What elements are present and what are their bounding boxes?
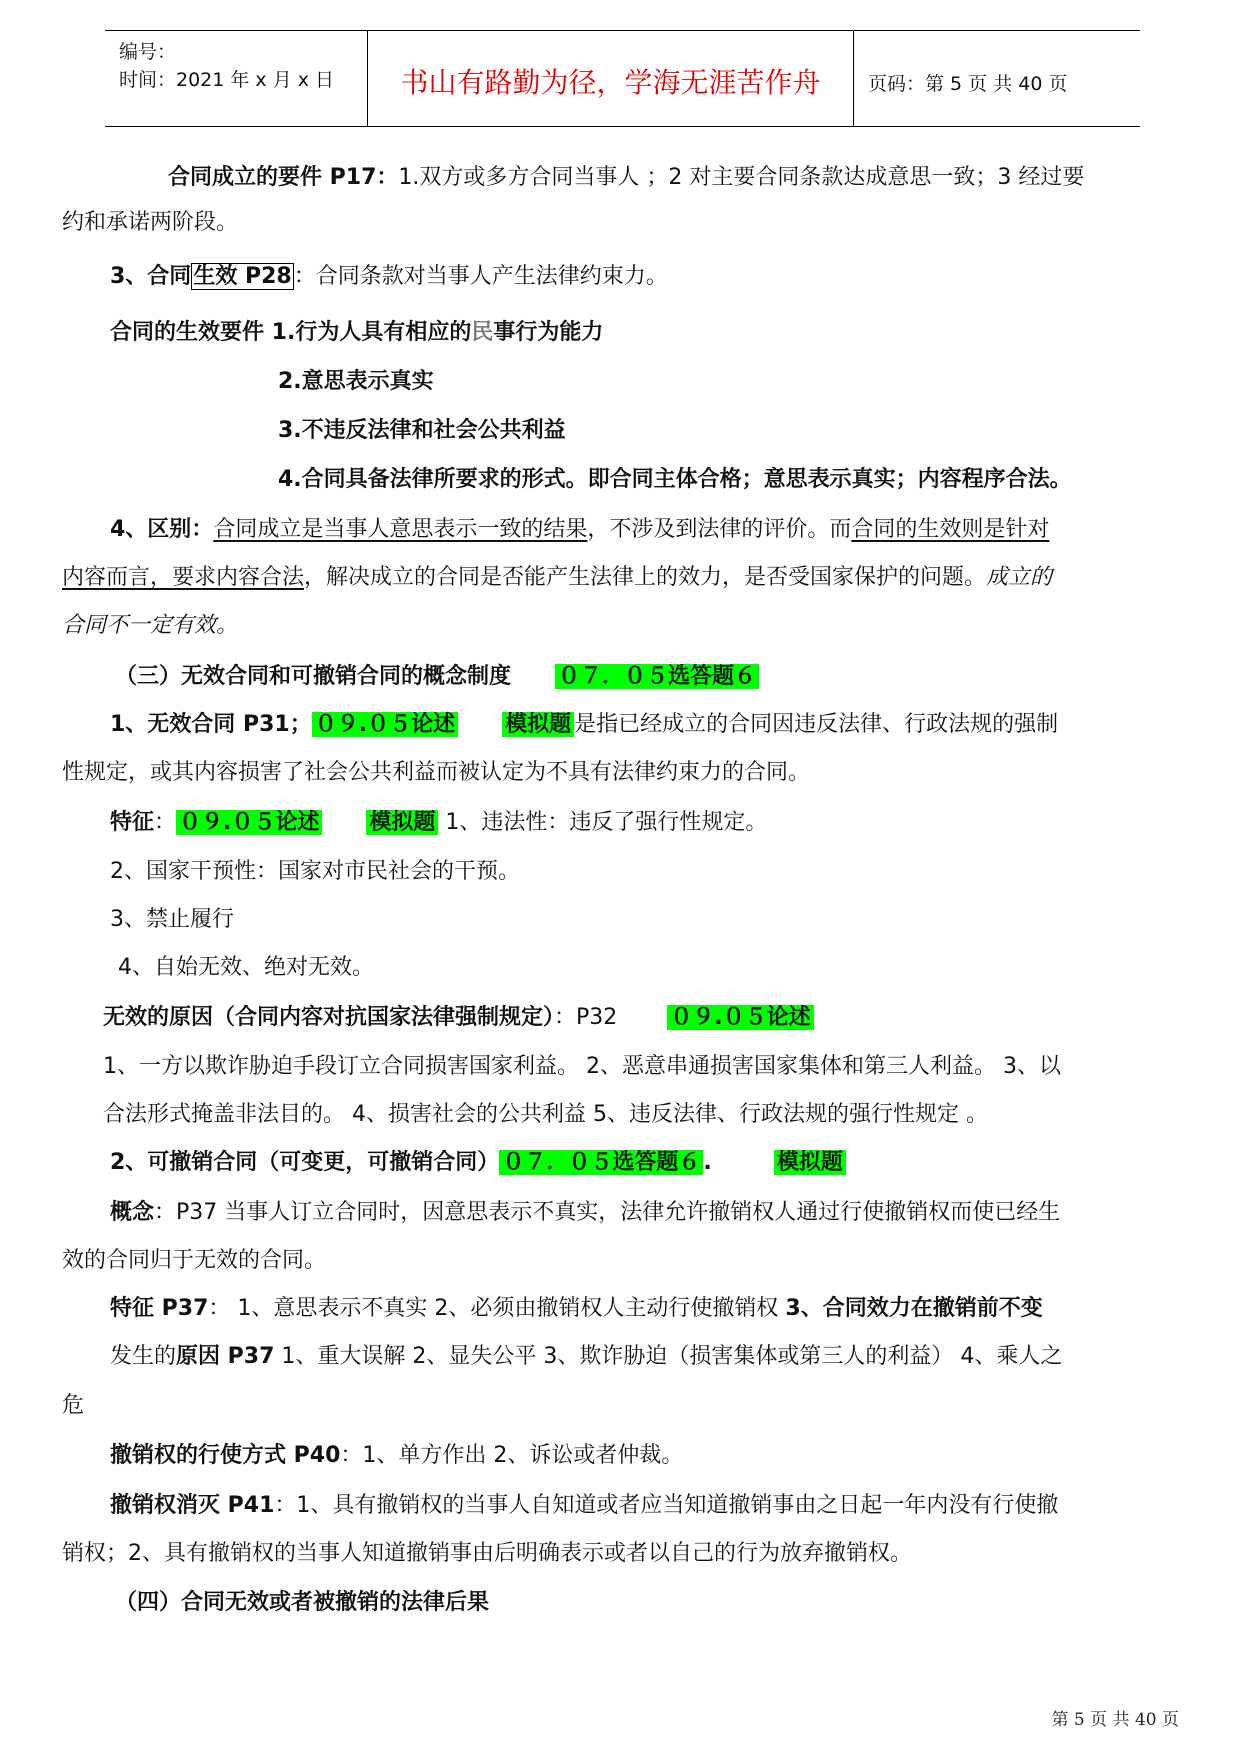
exam-tag-highlight: 模拟题 [366,810,438,835]
text-line: 1、一方以欺诈胁迫手段订立合同损害国家利益。 2、恶意串通损害国家集体和第三人利益。 3、以 [103,1054,1061,1079]
exam-tag-highlight: 模拟题 [502,712,574,737]
exam-tag-highlight: 模拟题 [774,1150,846,1175]
exam-tag-highlight: ０９.０５论述 [176,810,322,835]
line-text: ： [154,810,177,835]
line-text: 合同的生效要件 1.行为人具有相应的 [110,320,472,345]
term-heading: 撤销权消灭 P41 [110,1493,275,1518]
exam-tag-highlight: ０９.０５论述 [312,712,458,737]
text-line [110,262,1240,292]
line-text: 1.双方或多方合同当事人 ；2 对主要合同条款达成意思一致；3 经过要 [398,165,1085,190]
line-text: ： 1、意思表示不真实 2、必须由撤销权人主动行使撤销权 [208,1296,786,1321]
exam-tag-highlight: ０７．０５选答题６ [499,1150,703,1175]
term-heading: 无效的原因（合同内容对抗国家法律强制规定） [103,1005,555,1030]
section-heading: 3、合同 [110,264,192,289]
line-text: 1、重大误解 2、显失公平 3、欺诈胁迫（损害集体或第三人的利益） 4、乘人之 [274,1344,1063,1369]
text-line: 效的合同归于无效的合同。 [62,1248,327,1273]
term-heading: 特征 [110,810,155,835]
header-right-cell [854,31,1140,126]
page-header [105,30,1140,127]
greyed-char: 民 [471,320,494,345]
text-line [110,1491,1240,1521]
text-line [110,710,1240,740]
text-line: 合同不一定有效。 [62,613,239,638]
line-text: ：合同条款对当事人产生法律约束力。 [293,264,668,289]
text-line: 危 [62,1393,85,1418]
section-heading: 4、区别： [110,517,214,542]
text-line [110,1198,1240,1228]
text-line [62,563,1192,593]
text-line: 合法形式掩盖非法目的。 4、损害社会的公共利益 5、违反法律、行政法规的强行性规定 。 [103,1102,988,1127]
line-text: ：P37 当事人订立合同时，因意思表示不真实，法律允许撤销权人通过行使撤销权而使已经生 [154,1200,1061,1225]
header-left-cell [105,31,367,126]
header-motto: 书山有路勤为径，学海无涯苦作舟 [400,66,821,99]
line-text: ：1、单方作出 2、诉讼或者仲裁。 [340,1443,684,1468]
text-line: 4.合同具备法律所要求的形式。即合同主体合格；意思表示真实；内容程序合法。 [278,467,1072,492]
line-text: ：1、具有撤销权的当事人自知道或者应当知道撤销事由之日起一年内没有行使撤 [274,1493,1059,1518]
section-heading: （三）无效合同和可撤销合同的概念制度 [115,664,512,689]
term-heading: 概念 [110,1200,155,1225]
text-line [110,1294,1240,1324]
bold-text: 3、合同效力在撤销前不变 [785,1296,1043,1321]
text-line: 性规定，或其内容损害了社会公共利益而被认定为不具有法律约束力的合同。 [62,760,811,785]
line-text: 事行为能力 [493,320,604,345]
header-center-cell [367,31,854,126]
term-heading: 撤销权的行使方式 P40 [110,1443,341,1468]
document-number-label: 编号： [119,41,177,63]
exam-tag-highlight: ０７．０５选答题６ [555,664,759,689]
text-line: 2、国家干预性：国家对市民社会的干预。 [110,859,520,884]
line-text: ，不涉及到法律的评价。而 [587,517,852,542]
text-line [110,1342,1240,1372]
text-line [103,1003,1233,1033]
line-text: . [703,1150,712,1175]
text-line: 3.不违反法律和社会公共利益 [278,418,566,443]
term-heading: 原因 P37 [176,1344,275,1369]
exam-tag-highlight: ０９.０５论述 [667,1005,813,1030]
text-line [168,163,1241,193]
underlined-text: 合同的生效则是针对 [851,517,1050,542]
document-time-label: 时间：2021 年 x 月 x 日 [119,69,335,91]
text-line [115,662,1241,692]
text-line [110,318,1240,348]
text-line: 4、自始无效、绝对无效。 [118,955,374,980]
header-page-label: 页码：第 5 页 共 40 页 [868,73,1068,95]
line-text: ：P32 [554,1005,618,1030]
line-text: 发生的 [110,1344,177,1369]
line-text: 1、违法性：违反了强行性规定。 [438,810,768,835]
section-heading: 1、无效合同 P31； [110,712,312,737]
text-line: 3、禁止履行 [110,907,234,932]
text-line: 销权；2、具有撤销权的当事人知道撤销事由后明确表示或者以自己的行为放弃撤销权。 [62,1541,912,1566]
line-text: 是指已经成立的合同因违反法律、行政法规的强制 [574,712,1059,737]
boxed-term: 生效 P28 [193,264,292,289]
text-line [110,808,1240,838]
underlined-text: 内容而言，要求内容合法 [62,565,305,590]
page-footer: 第 5 页 共 40 页 [1051,1710,1179,1730]
line-text: ，解决成立的合同是否能产生法律上的效力，是否受国家保护的问题。 [304,565,987,590]
text-line [110,1148,1240,1178]
term-heading: 合同成立的要件 P17： [168,165,399,190]
italic-text: 成立的 [986,565,1053,590]
underlined-text: 合同成立是当事人意思表示一致的结果 [213,517,588,542]
text-line [110,515,1240,545]
text-line: 2.意思表示真实 [278,369,434,394]
text-line [110,1441,1240,1471]
section-heading: 2、可撤销合同（可变更，可撤销合同） [110,1150,500,1175]
text-line: 约和承诺两阶段。 [62,210,239,235]
term-heading: 特征 P37 [110,1296,209,1321]
section-heading: （四）合同无效或者被撤销的法律后果 [115,1590,490,1615]
